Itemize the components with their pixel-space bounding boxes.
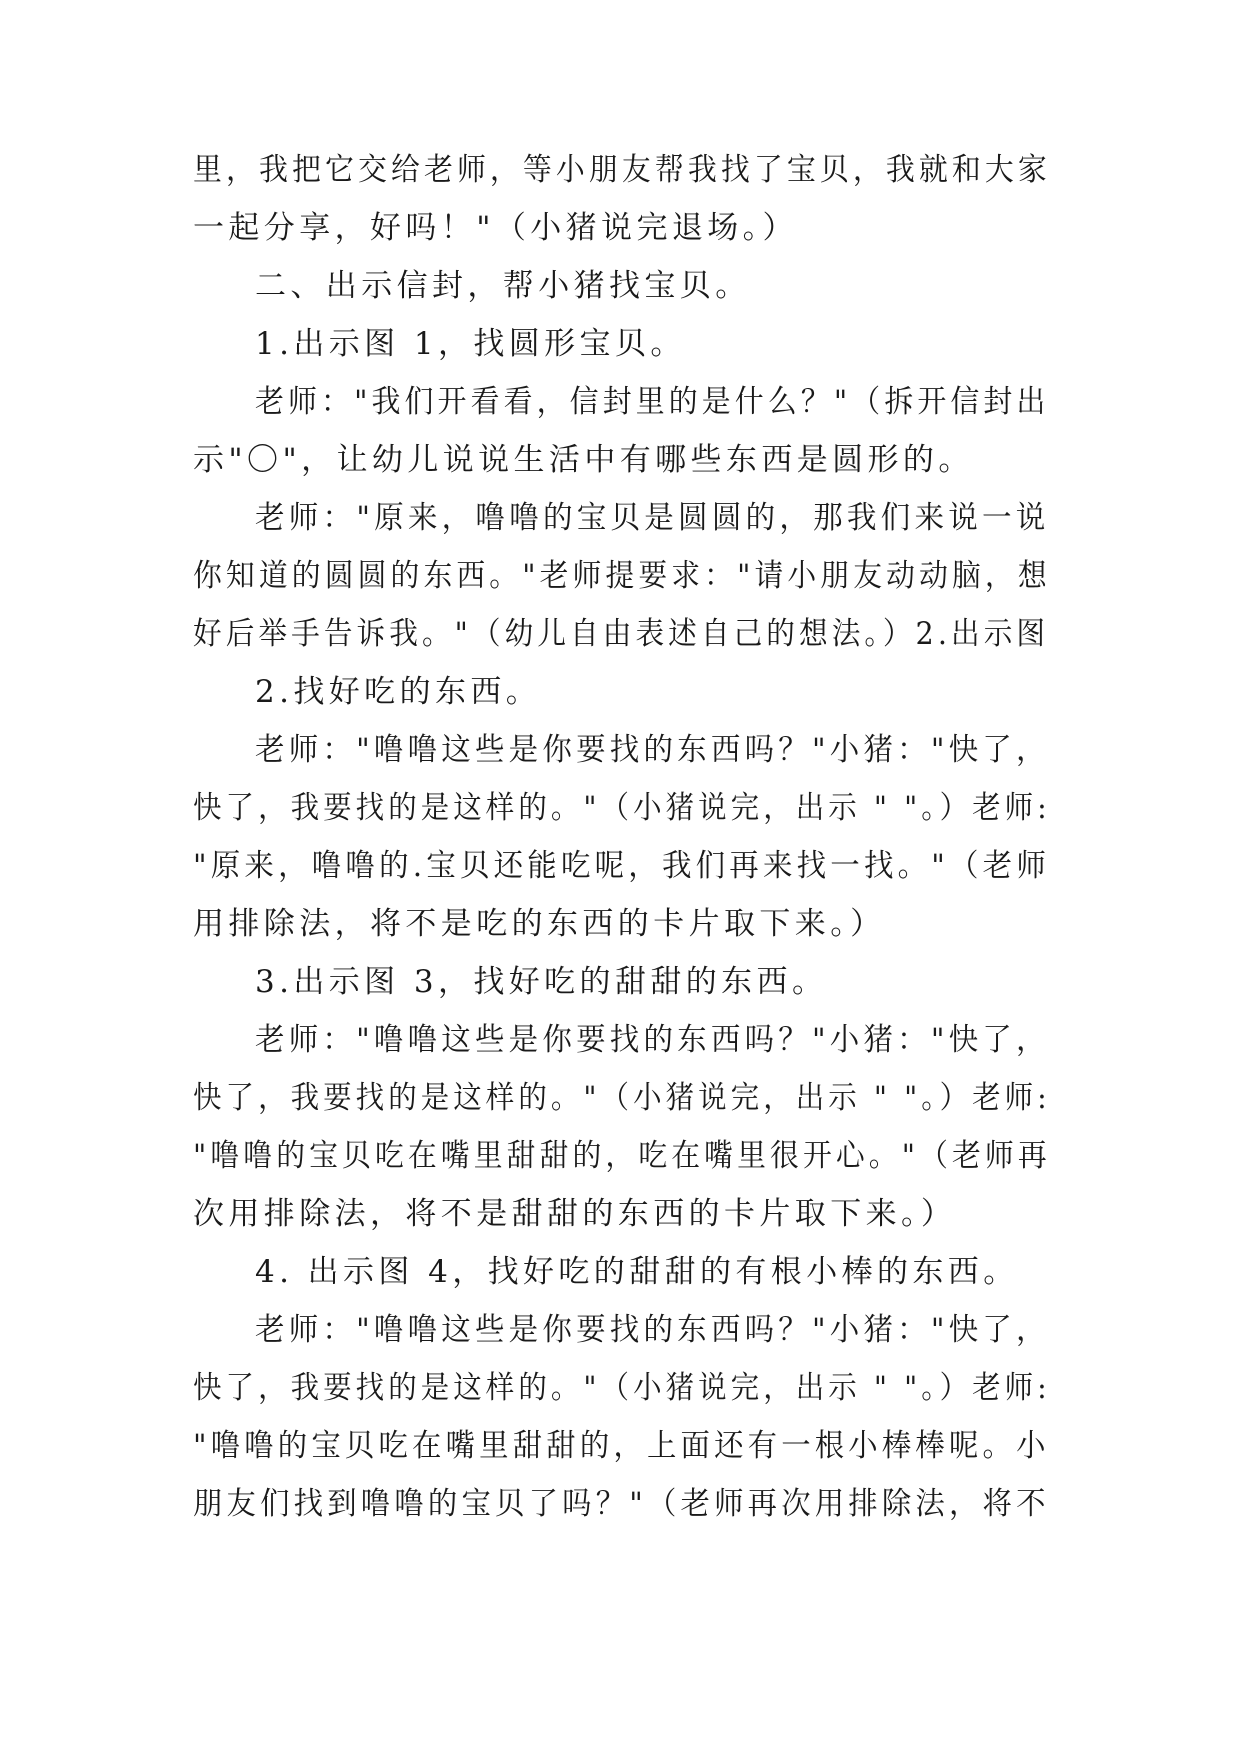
paragraph-line: "噜噜的宝贝吃在嘴里甜甜的，吃在嘴里很开心。"（老师再 [193, 1138, 1051, 1174]
paragraph-line: 次用排除法，将不是甜甜的东西的卡片取下来。） [193, 1196, 957, 1232]
paragraph-line: 好后举手告诉我。"（幼儿自由表述自己的想法。）2.出示图 [193, 616, 1050, 652]
paragraph-line: 快了，我要找的是这样的。"（小猪说完，出示 " "。）老师: [193, 1370, 1051, 1406]
paragraph-line: 里，我把它交给老师，等小朋友帮我找了宝贝，我就和大家 [193, 152, 1051, 188]
paragraph-line: 用排除法，将不是吃的东西的卡片取下来。） [193, 906, 886, 942]
paragraph-line: 老师："噜噜这些是你要找的东西吗？"小猪："快了， [255, 1022, 1050, 1058]
paragraph-line: 老师："噜噜这些是你要找的东西吗？"小猪："快了， [255, 1312, 1050, 1348]
step-heading: 4. 出示图 4，找好吃的甜甜的有根小棒的东西。 [255, 1254, 1019, 1290]
paragraph-line: 老师："噜噜这些是你要找的东西吗？"小猪："快了， [255, 732, 1050, 768]
step-heading: 1.出示图 1，找圆形宝贝。 [255, 326, 686, 362]
paragraph-line: 示"〇"，让幼儿说说生活中有哪些东西是圆形的。 [193, 442, 974, 478]
paragraph-line: 快了，我要找的是这样的。"（小猪说完，出示 " "。）老师: [193, 1080, 1051, 1116]
step-heading: 3.出示图 3，找好吃的甜甜的东西。 [255, 964, 828, 1000]
step-heading: 2.找好吃的东西。 [255, 674, 542, 710]
paragraph-line: 老师："我们开看看，信封里的是什么？"（拆开信封出 [255, 384, 1050, 420]
paragraph-line: "原来，噜噜的.宝贝还能吃呢，我们再来找一找。"（老师 [193, 848, 1051, 884]
paragraph-line: 老师："原来，噜噜的宝贝是圆圆的，那我们来说一说 [255, 500, 1050, 536]
paragraph-line: 一起分享，好吗！"（小猪说完退场。） [193, 210, 798, 246]
section-heading: 二、出示信封，帮小猪找宝贝。 [255, 268, 751, 304]
paragraph-line: 你知道的圆圆的东西。"老师提要求："请小朋友动动脑，想 [193, 558, 1051, 594]
paragraph-line: 朋友们找到噜噜的宝贝了吗？"（老师再次用排除法，将不 [193, 1486, 1050, 1522]
paragraph-line: 快了，我要找的是这样的。"（小猪说完，出示 " "。）老师: [193, 790, 1051, 826]
paragraph-line: "噜噜的宝贝吃在嘴里甜甜的，上面还有一根小棒棒呢。小 [193, 1428, 1050, 1464]
